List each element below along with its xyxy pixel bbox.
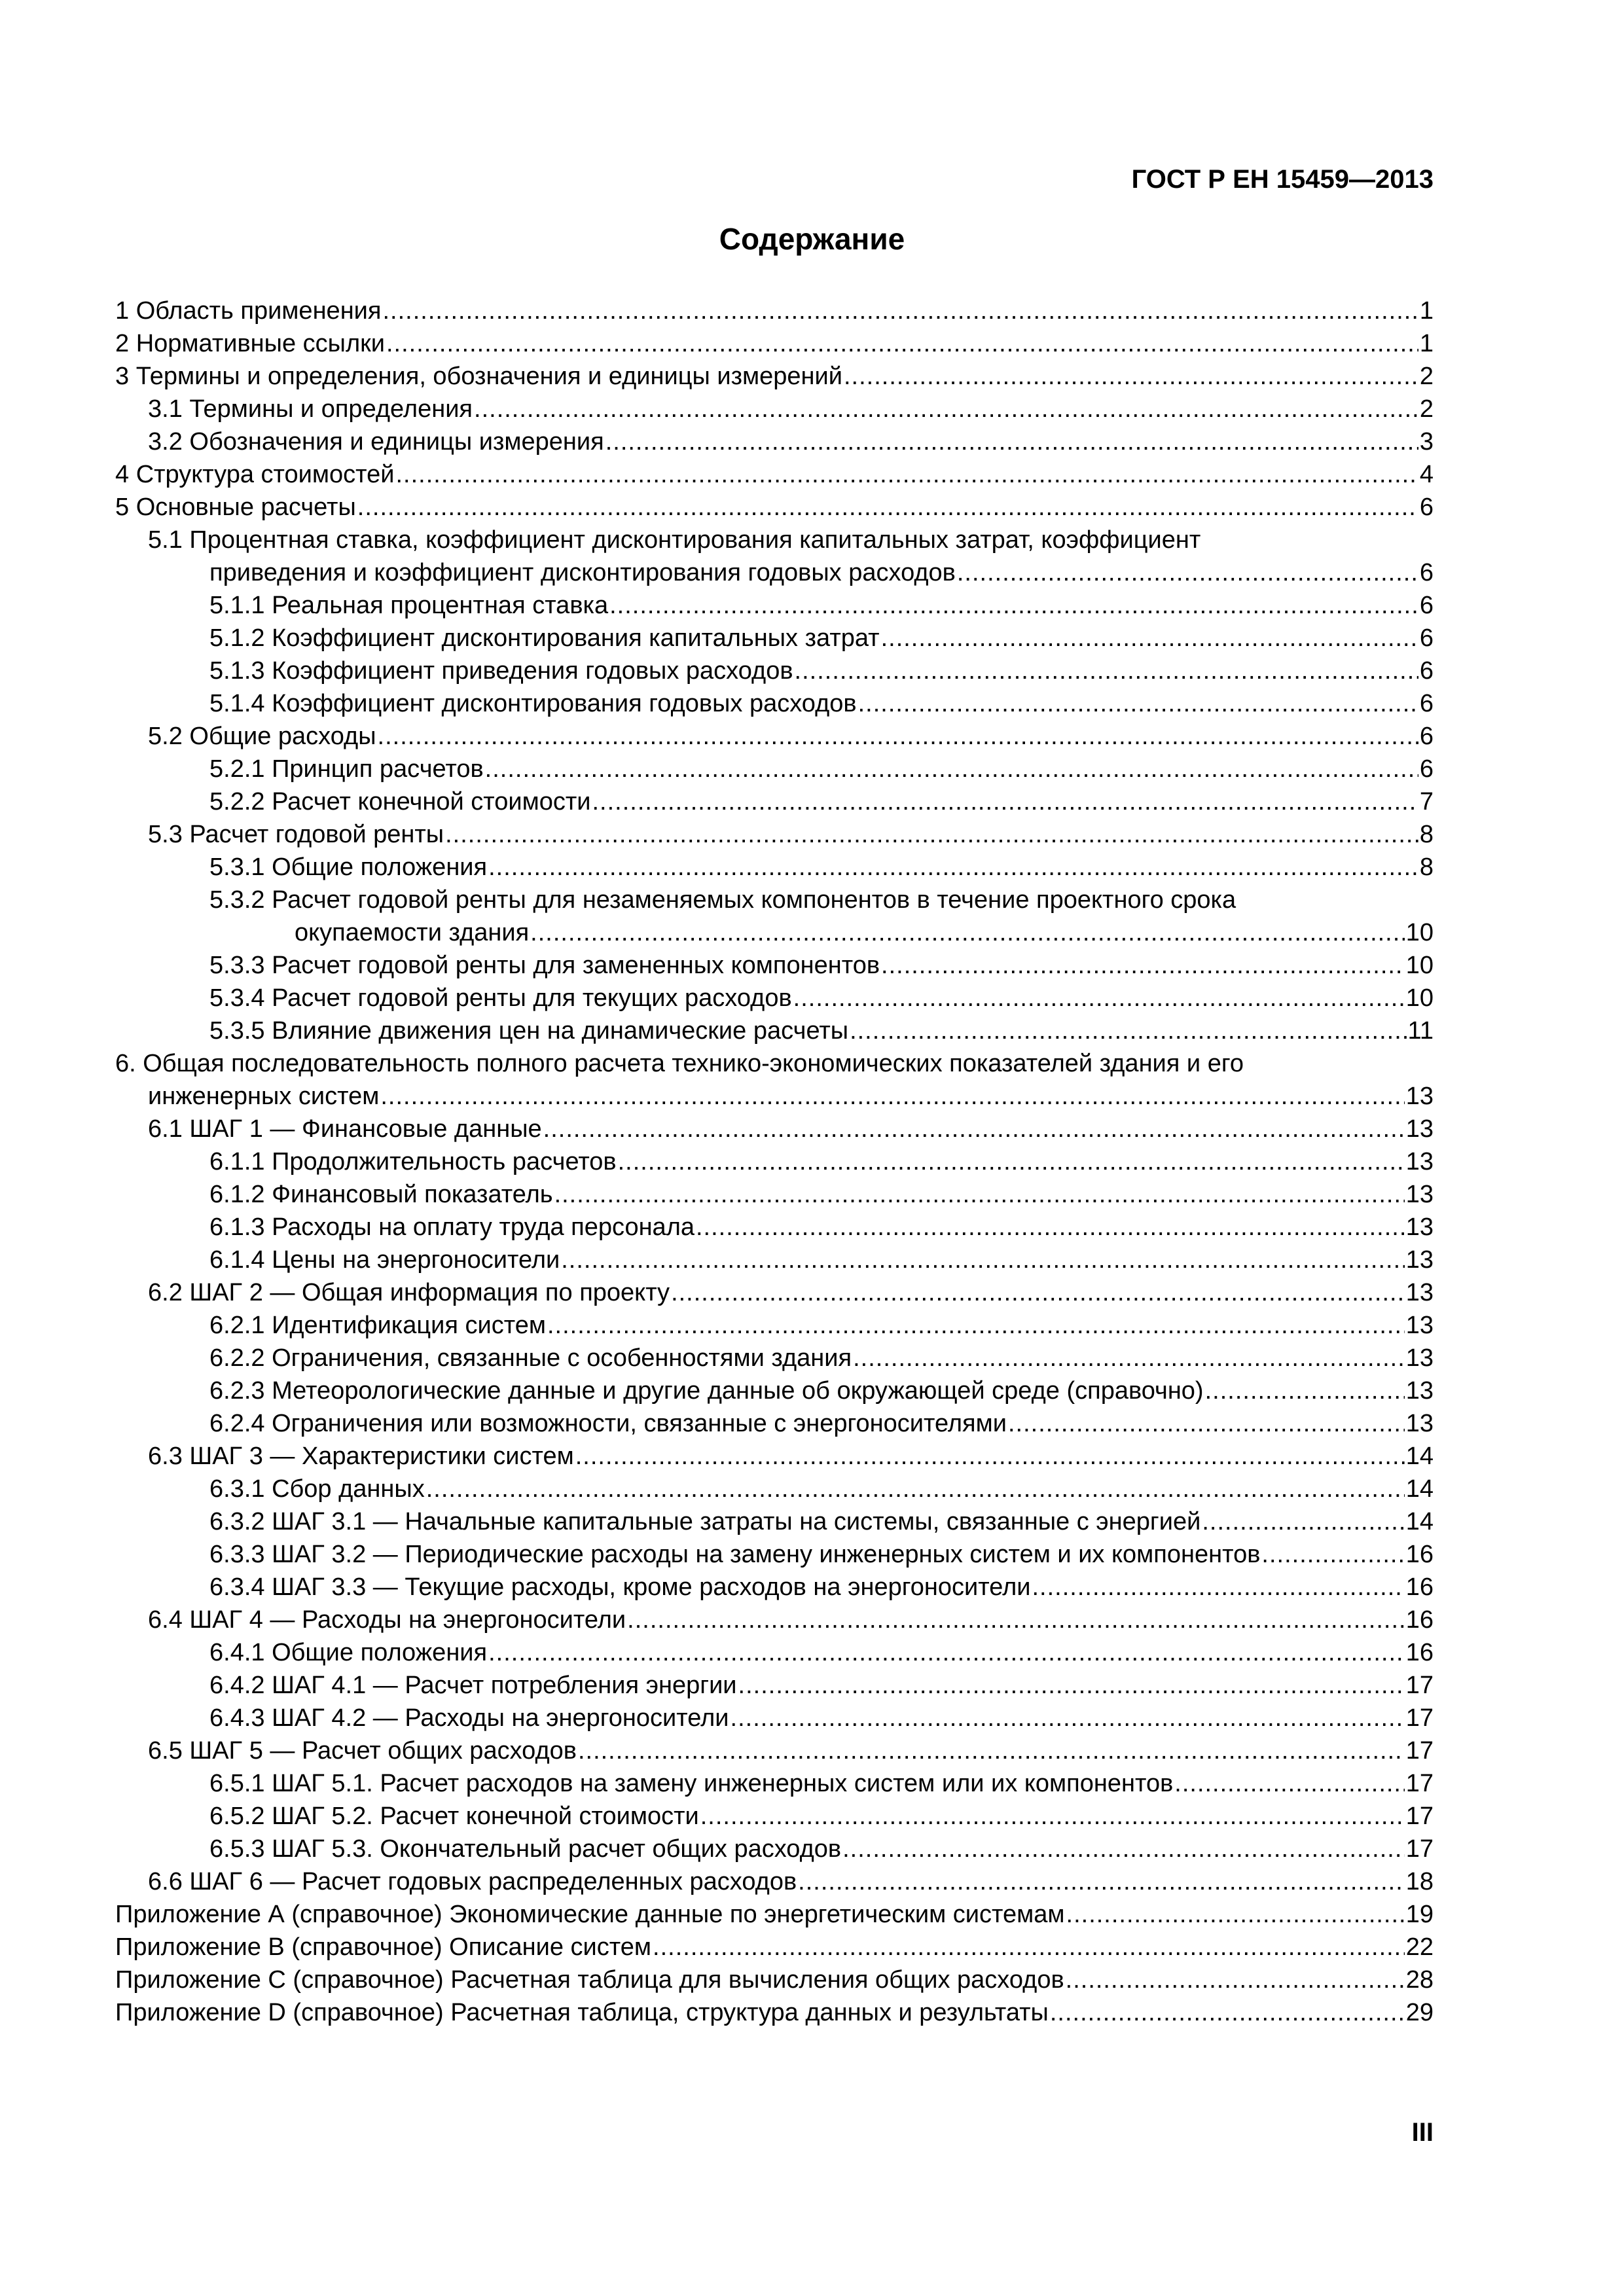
dot-leader: [578, 1734, 1405, 1767]
toc-entry[interactable]: [0, 1178, 1624, 1211]
toc-entry-page: 2: [1419, 395, 1434, 423]
dot-leader: [547, 1309, 1405, 1342]
toc-entry[interactable]: [0, 687, 1624, 720]
dot-leader: [1066, 1898, 1405, 1931]
dot-leader: [653, 1931, 1405, 1964]
dot-leader: [575, 1440, 1405, 1473]
toc-entry[interactable]: [0, 1702, 1624, 1734]
dot-leader: [793, 982, 1405, 1014]
toc-entry-page: 6: [1419, 592, 1434, 619]
toc-entry[interactable]: [0, 1113, 1624, 1145]
toc-entry-page: 6: [1419, 723, 1434, 750]
toc-entry-page: 8: [1419, 853, 1434, 881]
toc-entry-page: 8: [1419, 821, 1434, 848]
toc-entry-title: 2 Нормативные ссылки: [115, 330, 385, 357]
toc-entry-title: 5.1.4 Коэффициент дисконтирования годовых расходов: [209, 690, 857, 717]
toc-entry-title: 6.6 ШАГ 6 — Расчет годовых распределенных расходов: [148, 1868, 797, 1895]
toc-entry-title: 6.1.4 Цены на энергоносители: [209, 1246, 560, 1274]
toc-entry[interactable]: [0, 491, 1624, 524]
toc-entry[interactable]: [0, 1276, 1624, 1309]
toc-entry-title: 6. Общая последовательность полного расчета технико-экономических показателей здания и его: [115, 1050, 1244, 1077]
toc-entry-page: 6: [1419, 493, 1434, 521]
toc-entry-page: 13: [1405, 1083, 1434, 1110]
toc-entry-title: 6.2.3 Метеорологические данные и другие данные об окружающей среде (справочно): [209, 1377, 1204, 1405]
toc-entry-title: 5.3 Расчет годовой ренты: [148, 821, 444, 848]
toc-entry-title: 6.1.1 Продолжительность расчетов: [209, 1148, 617, 1175]
toc-entry-page: 13: [1405, 1344, 1434, 1372]
dot-leader: [357, 491, 1418, 524]
toc-entry-page: 22: [1405, 1933, 1434, 1961]
toc-entry-page: 6: [1419, 657, 1434, 685]
toc-entry-page: 11: [1407, 1017, 1434, 1045]
dot-leader: [671, 1276, 1405, 1309]
toc-entry-page: 17: [1405, 1704, 1434, 1732]
toc-entry[interactable]: [0, 556, 1624, 589]
toc-entry-title: 6.5.2 ШАГ 5.2. Расчет конечной стоимости: [209, 1803, 699, 1830]
toc-entry-page: 18: [1405, 1868, 1434, 1895]
toc-entry-title: 6.4 ШАГ 4 — Расходы на энергоносители: [148, 1606, 626, 1634]
toc-entry-title: 6.1.2 Финансовый показатель: [209, 1181, 553, 1208]
toc-entry[interactable]: [0, 295, 1624, 327]
dot-leader: [957, 556, 1418, 589]
toc-entry-title: 6.2 ШАГ 2 — Общая информация по проекту: [148, 1279, 670, 1306]
toc-entry-title: 3.2 Обозначения и единицы измерения: [148, 428, 604, 456]
toc-entry[interactable]: [0, 1473, 1624, 1505]
toc-entry-page: 1: [1419, 297, 1434, 325]
toc-entry[interactable]: [0, 1571, 1624, 1604]
dot-leader: [1202, 1505, 1404, 1538]
toc-entry-page: 14: [1405, 1443, 1434, 1470]
toc-entry[interactable]: [0, 1833, 1624, 1865]
toc-entry[interactable]: [0, 916, 1624, 949]
toc-entry[interactable]: [0, 1014, 1624, 1047]
toc-entry-title: Приложение С (справочное) Расчетная таблица для вычисления общих расходов: [115, 1966, 1064, 1994]
toc-entry-title: 5.3.4 Расчет годовой ренты для текущих расходов: [209, 984, 792, 1012]
toc-entry-title: инженерных систем: [148, 1083, 380, 1110]
toc-entry-page: 10: [1405, 919, 1434, 946]
toc-entry[interactable]: [0, 1211, 1624, 1244]
toc-entry[interactable]: [0, 1964, 1624, 1996]
toc-entry-title: 4 Структура стоимостей: [115, 461, 395, 488]
toc-entry-title: приведения и коэффициент дисконтирования годовых расходов: [209, 559, 956, 586]
toc-entry[interactable]: [0, 1407, 1624, 1440]
dot-leader: [858, 687, 1418, 720]
toc-entry-title: 6.3 ШАГ 3 — Характеристики систем: [148, 1443, 574, 1470]
toc-entry-page: 16: [1405, 1541, 1434, 1568]
dot-leader: [798, 1865, 1405, 1898]
toc-entry-page: 4: [1419, 461, 1434, 488]
toc-entry[interactable]: [0, 1440, 1624, 1473]
toc-entry-title: окупаемости здания: [295, 919, 530, 946]
toc-entry[interactable]: [0, 393, 1624, 425]
dot-leader: [605, 425, 1418, 458]
toc-entry-page: 17: [1405, 1835, 1434, 1863]
dot-leader: [1032, 1571, 1404, 1604]
toc-entry-title: 6.2.1 Идентификация систем: [209, 1312, 546, 1339]
dot-leader: [1174, 1767, 1404, 1800]
dot-leader: [731, 1702, 1405, 1734]
dot-leader: [1050, 1996, 1405, 2029]
toc-entry-title: 5.1.2 Коэффициент дисконтирования капитальных затрат: [209, 624, 880, 652]
toc-entry-page: 16: [1405, 1573, 1434, 1601]
toc-entry[interactable]: [0, 1047, 1624, 1080]
toc-entry-title: Приложение А (справочное) Экономические данные по энергетическим системам: [115, 1901, 1065, 1928]
toc-entry-title: 6.1.3 Расходы на оплату труда персонала: [209, 1213, 695, 1241]
dot-leader: [844, 360, 1418, 393]
toc-entry-title: 5.3.3 Расчет годовой ренты для замененных компонентов: [209, 952, 880, 979]
toc-entry[interactable]: [0, 753, 1624, 785]
toc-entry-page: 13: [1405, 1312, 1434, 1339]
toc-entry-title: 5.3.2 Расчет годовой ренты для незаменяемых компонентов в течение проектного срока: [209, 886, 1236, 914]
toc-entry-title: 6.3.1 Сбор данных: [209, 1475, 425, 1503]
toc-entry[interactable]: [0, 524, 1624, 556]
toc-entry-page: 13: [1405, 1377, 1434, 1405]
toc-entry-title: 6.5 ШАГ 5 — Расчет общих расходов: [148, 1737, 577, 1765]
toc-entry-title: 5.1.1 Реальная процентная ставка: [209, 592, 609, 619]
dot-leader: [488, 1636, 1405, 1669]
toc-entry[interactable]: [0, 1604, 1624, 1636]
dot-leader: [1261, 1538, 1404, 1571]
toc-entry-page: 13: [1405, 1410, 1434, 1437]
toc-entry-page: 16: [1405, 1606, 1434, 1634]
toc-entry[interactable]: [0, 655, 1624, 687]
toc-entry-page: 17: [1405, 1803, 1434, 1830]
dot-leader: [850, 1014, 1406, 1047]
toc-entry[interactable]: [0, 1636, 1624, 1669]
toc-entry[interactable]: [0, 884, 1624, 916]
dot-leader: [386, 327, 1418, 360]
toc-entry-title: 6.2.2 Ограничения, связанные с особенностями здания: [209, 1344, 852, 1372]
dot-leader: [696, 1211, 1405, 1244]
dot-leader: [554, 1178, 1405, 1211]
toc-entry-page: 6: [1419, 559, 1434, 586]
toc-entry-title: 6.4.2 ШАГ 4.1 — Расчет потребления энергии: [209, 1672, 737, 1699]
toc-entry[interactable]: [0, 1505, 1624, 1538]
toc-entry-title: 6.4.1 Общие положения: [209, 1639, 488, 1666]
toc-entry-page: 2: [1419, 363, 1434, 390]
dot-leader: [382, 295, 1418, 327]
dot-leader: [543, 1113, 1405, 1145]
toc-entry-title: 6.3.3 ШАГ 3.2 — Периодические расходы на замену инженерных систем и их компонентов: [209, 1541, 1261, 1568]
toc-entry-title: 3 Термины и определения, обозначения и единицы измерений: [115, 363, 842, 390]
toc-entry-page: 17: [1405, 1770, 1434, 1797]
toc-entry[interactable]: [0, 1996, 1624, 2029]
toc-entry[interactable]: [0, 327, 1624, 360]
toc-entry[interactable]: [0, 1342, 1624, 1374]
toc-entry[interactable]: [0, 589, 1624, 622]
dot-leader: [426, 1473, 1405, 1505]
dot-leader: [592, 785, 1418, 818]
toc-entry[interactable]: [0, 1800, 1624, 1833]
toc-entry[interactable]: [0, 949, 1624, 982]
toc-entry-title: 6.3.2 ШАГ 3.1 — Начальные капитальные затраты на системы, связанные с энергией: [209, 1508, 1201, 1535]
toc-entry[interactable]: [0, 1374, 1624, 1407]
toc-entry-title: 5.1 Процентная ставка, коэффициент дисконтирования капитальных затрат, коэффициент: [148, 526, 1201, 554]
toc-entry-page: 13: [1405, 1148, 1434, 1175]
dot-leader: [842, 1833, 1405, 1865]
dot-leader: [395, 458, 1418, 491]
toc-entry-page: 13: [1405, 1246, 1434, 1274]
toc-entry-page: 17: [1405, 1672, 1434, 1699]
dot-leader: [561, 1244, 1404, 1276]
toc-entry-page: 29: [1405, 1999, 1434, 2026]
toc-entry-title: 5.3.5 Влияние движения цен на динамические расчеты: [209, 1017, 849, 1045]
toc-entry-page: 6: [1419, 690, 1434, 717]
dot-leader: [738, 1669, 1405, 1702]
toc-entry-title: 6.4.3 ШАГ 4.2 — Расходы на энергоносители: [209, 1704, 729, 1732]
toc-entry-page: 17: [1405, 1737, 1434, 1765]
toc-entry[interactable]: [0, 1244, 1624, 1276]
toc-entry-title: 5.2 Общие расходы: [148, 723, 376, 750]
toc-entry-title: 6.2.4 Ограничения или возможности, связанные с энергоносителями: [209, 1410, 1007, 1437]
dot-leader: [530, 916, 1405, 949]
toc-entry-page: 1: [1419, 330, 1434, 357]
dot-leader: [378, 720, 1418, 753]
page-title: Содержание: [719, 222, 905, 256]
toc-entry-title: 5 Основные расчеты: [115, 493, 356, 521]
toc-entry-page: 28: [1405, 1966, 1434, 1994]
toc-entry-page: 13: [1405, 1213, 1434, 1241]
dot-leader: [445, 818, 1418, 851]
toc-entry-title: 6.3.4 ШАГ 3.3 — Текущие расходы, кроме расходов на энергоносители: [209, 1573, 1031, 1601]
toc-entry-title: 3.1 Термины и определения: [148, 395, 473, 423]
dot-leader: [609, 589, 1418, 622]
dot-leader: [853, 1342, 1405, 1374]
toc-entry-title: 6.5.3 ШАГ 5.3. Окончательный расчет общих расходов: [209, 1835, 842, 1863]
toc-entry-page: 14: [1405, 1475, 1434, 1503]
toc-entry-page: 10: [1405, 952, 1434, 979]
dot-leader: [1008, 1407, 1405, 1440]
toc-entry[interactable]: [0, 982, 1624, 1014]
toc-entry-title: 1 Область применения: [115, 297, 382, 325]
dot-leader: [795, 655, 1418, 687]
toc-entry[interactable]: [0, 1145, 1624, 1178]
toc-entry[interactable]: [0, 1538, 1624, 1571]
toc-entry[interactable]: [0, 622, 1624, 655]
toc-entry[interactable]: [0, 1898, 1624, 1931]
dot-leader: [700, 1800, 1405, 1833]
page-number: III: [1411, 2118, 1434, 2147]
toc-entry-page: 14: [1405, 1508, 1434, 1535]
toc-entry[interactable]: [0, 458, 1624, 491]
dot-leader: [627, 1604, 1405, 1636]
toc-entry-page: 13: [1405, 1279, 1434, 1306]
toc-entry-title: Приложение D (справочное) Расчетная таблица, структура данных и результаты: [115, 1999, 1049, 2026]
toc-entry-title: 5.2.1 Принцип расчетов: [209, 755, 484, 783]
toc-entry[interactable]: [0, 1767, 1624, 1800]
dot-leader: [881, 622, 1418, 655]
toc-entry[interactable]: [0, 360, 1624, 393]
dot-leader: [474, 393, 1418, 425]
toc-entry-title: Приложение В (справочное) Описание систем: [115, 1933, 652, 1961]
toc-entry-title: 5.1.3 Коэффициент приведения годовых расходов: [209, 657, 793, 685]
toc-entry-title: 6.5.1 ШАГ 5.1. Расчет расходов на замену инженерных систем или их компонентов: [209, 1770, 1174, 1797]
dot-leader: [485, 753, 1418, 785]
toc-entry-title: 6.1 ШАГ 1 — Финансовые данные: [148, 1115, 542, 1143]
toc-entry-page: 16: [1405, 1639, 1434, 1666]
toc-entry-page: 13: [1405, 1115, 1434, 1143]
toc-entry-title: 5.3.1 Общие положения: [209, 853, 488, 881]
toc-entry-page: 6: [1419, 755, 1434, 783]
dot-leader: [1205, 1374, 1405, 1407]
toc-entry[interactable]: [0, 818, 1624, 851]
dot-leader: [618, 1145, 1405, 1178]
toc-entry-page: 3: [1419, 428, 1434, 456]
dot-leader: [488, 851, 1418, 884]
toc-entry-page: 7: [1419, 788, 1434, 816]
toc-entry[interactable]: [0, 720, 1624, 753]
toc-entry[interactable]: [0, 425, 1624, 458]
toc-entry[interactable]: [0, 1080, 1624, 1113]
toc-entry[interactable]: [0, 1734, 1624, 1767]
toc-entry[interactable]: [0, 1931, 1624, 1964]
toc-entry-title: 5.2.2 Расчет конечной стоимости: [209, 788, 591, 816]
dot-leader: [1066, 1964, 1405, 1996]
toc-entry[interactable]: [0, 851, 1624, 884]
toc-entry-page: 6: [1419, 624, 1434, 652]
toc-entry[interactable]: [0, 1669, 1624, 1702]
dot-leader: [881, 949, 1405, 982]
toc-entry[interactable]: [0, 785, 1624, 818]
toc-entry-page: 19: [1405, 1901, 1434, 1928]
dot-leader: [380, 1080, 1404, 1113]
toc-entry[interactable]: [0, 1865, 1624, 1898]
toc-entry-page: 10: [1405, 984, 1434, 1012]
toc-entry-page: 13: [1405, 1181, 1434, 1208]
document-code: ГОСТ Р ЕН 15459—2013: [1131, 165, 1434, 194]
toc-entry[interactable]: [0, 1309, 1624, 1342]
